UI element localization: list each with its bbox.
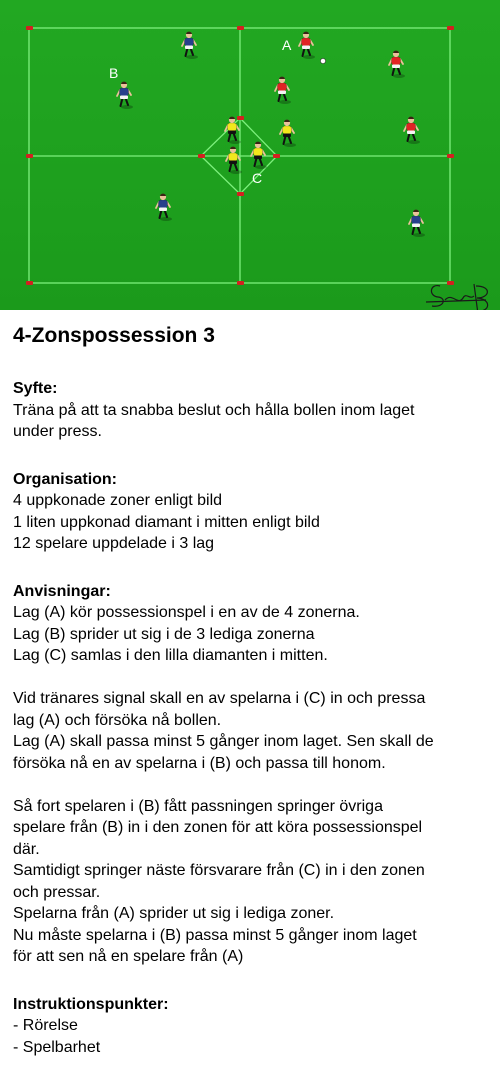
cone-marker: [26, 26, 33, 30]
paragraph: [13, 602, 491, 667]
cone-marker: [26, 281, 33, 285]
text-line: Lag (B) sprider ut sig i de 3 lediga zonerna: [13, 625, 315, 643]
section-heading-instruktionspunkter: Instruktionspunkter:: [13, 995, 169, 1013]
text-line: Lag (C) samlas i den lilla diamanten i mitten.: [13, 647, 328, 664]
pitch-diagram: [0, 0, 500, 310]
cone-marker: [447, 154, 454, 158]
team-b-label: B: [109, 65, 119, 81]
text-line: försöka nå en av spelarna i (B) och passa till honom.: [13, 754, 386, 772]
cone-marker: [237, 26, 244, 30]
text-line: Lag (A) kör possessionspel i en av de 4 zonerna.: [13, 604, 360, 621]
section-organisation: [13, 469, 491, 555]
text-line: där.: [13, 840, 40, 858]
text-line: för att sen nå en spelare från (A): [13, 948, 244, 965]
section-anvisningar: [13, 581, 491, 968]
text-line: 4 uppkonade zoner enligt bild: [13, 492, 223, 509]
text-line: spelare från (B) in i den zonen för att köra possessionspel: [13, 819, 423, 836]
text-line: Vid tränares signal skall en av spelarna i (C) in och pressa: [13, 690, 426, 707]
section-heading-syfte: Syfte:: [13, 380, 58, 397]
cone-marker: [237, 281, 244, 285]
paragraph: [13, 688, 491, 774]
section-syfte: [13, 378, 491, 443]
cone-marker: [26, 154, 33, 158]
paragraph: [13, 796, 491, 968]
text-line: - Rörelse: [13, 1017, 78, 1034]
text-line: Nu måste spelarna i (B) passa minst 5 gånger inom laget: [13, 926, 417, 944]
team-a-label: A: [282, 37, 292, 53]
section-heading-organisation: Organisation:: [13, 470, 118, 488]
text-line: Träna på att ta snabba beslut och hålla bollen inom laget: [13, 401, 415, 419]
text-line: under press.: [13, 423, 102, 440]
text-line: 1 liten uppkonad diamant i mitten enligt bild: [13, 513, 320, 531]
team-c-label: C: [252, 170, 263, 186]
text-line: Så fort spelaren i (B) fått passningen springer övriga: [13, 797, 383, 815]
section-instruktionspunkter: [13, 994, 491, 1059]
ball: [320, 58, 325, 63]
section-heading-anvisningar: Anvisningar:: [13, 582, 111, 600]
text-line: Lag (A) skall passa minst 5 gånger inom laget. Sen skall de: [13, 733, 434, 750]
cone-marker: [198, 154, 205, 158]
drill-description: [13, 322, 491, 1058]
text-line: 12 spelare uppdelade i 3 lag: [13, 535, 215, 552]
page-title: 4-Zonspossession 3: [13, 324, 215, 347]
grass-background: [0, 0, 500, 310]
text-line: lag (A) och försöka nå bollen.: [13, 711, 222, 729]
text-line: - Spelbarhet: [13, 1038, 101, 1056]
cone-marker: [447, 281, 454, 285]
cone-marker: [237, 116, 244, 120]
text-line: Spelarna från (A) sprider ut sig i lediga zoner.: [13, 905, 335, 922]
cone-marker: [237, 192, 244, 196]
text-line: Samtidigt springer näste försvarare från (C) in i den zonen: [13, 862, 425, 879]
text-line: och pressar.: [13, 883, 101, 901]
cone-marker: [273, 154, 280, 158]
cone-marker: [447, 26, 454, 30]
